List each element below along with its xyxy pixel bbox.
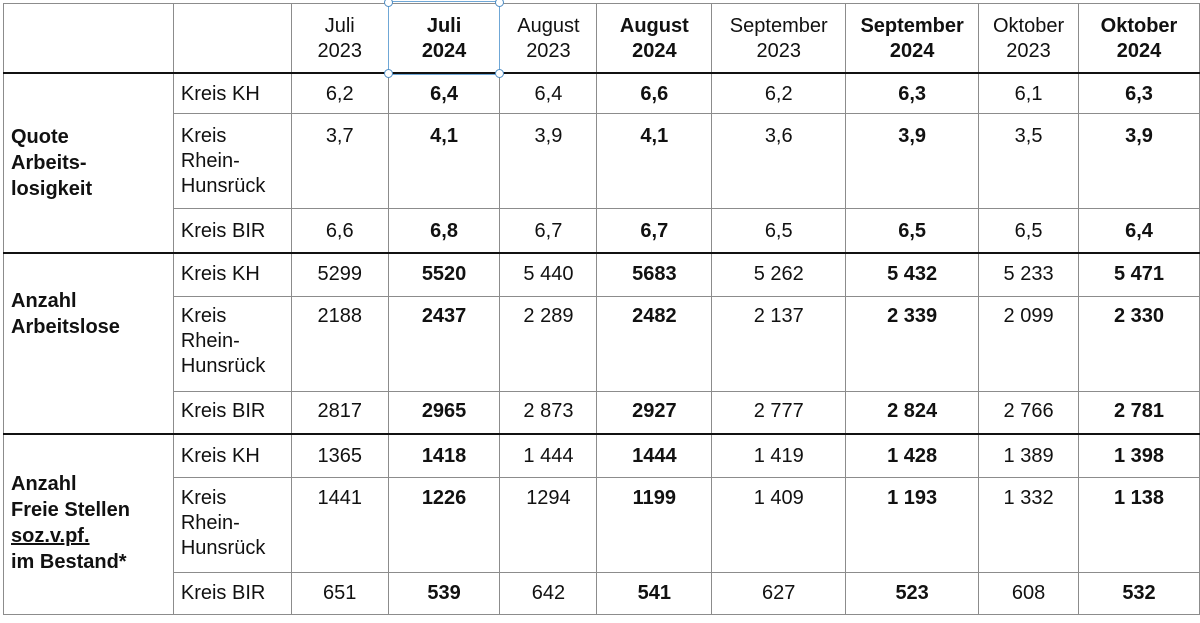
data-cell[interactable]: 2 289	[500, 297, 597, 392]
data-cell[interactable]: 1418	[388, 434, 500, 478]
row-label[interactable]: Kreis BIR	[173, 573, 291, 615]
data-cell[interactable]: 5 233	[979, 253, 1079, 297]
data-cell[interactable]: 6,1	[979, 73, 1079, 114]
row-label[interactable]: Kreis KH	[173, 253, 291, 297]
row-label[interactable]: Kreis Rhein- Hunsrück	[173, 478, 291, 573]
header-row	[4, 4, 1200, 73]
statistics-table	[3, 3, 1200, 615]
data-cell[interactable]: 3,5	[979, 114, 1079, 209]
data-cell[interactable]: 4,1	[388, 114, 500, 209]
data-cell[interactable]: 6,4	[1079, 209, 1200, 253]
data-cell[interactable]: 1 138	[1079, 478, 1200, 573]
table-row	[4, 573, 1200, 615]
data-cell[interactable]: 1294	[500, 478, 597, 573]
data-cell[interactable]: 2482	[597, 297, 712, 392]
data-cell[interactable]: 3,9	[1079, 114, 1200, 209]
table-row	[4, 209, 1200, 253]
data-cell[interactable]: 5299	[291, 253, 388, 297]
data-cell[interactable]: 1 332	[979, 478, 1079, 573]
row-label[interactable]: Kreis Rhein- Hunsrück	[173, 297, 291, 392]
header-cell[interactable]: Oktober 2023	[979, 4, 1079, 73]
data-cell[interactable]: 1 419	[712, 434, 846, 478]
header-cell[interactable]: August 2024	[597, 4, 712, 73]
data-cell[interactable]: 642	[500, 573, 597, 615]
data-cell[interactable]: 6,5	[712, 209, 846, 253]
data-cell[interactable]: 1199	[597, 478, 712, 573]
header-cell[interactable]: Juli 2023	[291, 4, 388, 73]
corner-cell	[4, 4, 174, 73]
data-cell[interactable]: 2188	[291, 297, 388, 392]
data-cell[interactable]: 5 440	[500, 253, 597, 297]
header-cell-selected[interactable]: Juli 2024	[388, 4, 500, 73]
data-cell[interactable]: 1365	[291, 434, 388, 478]
data-cell[interactable]: 1 444	[500, 434, 597, 478]
data-cell[interactable]: 6,3	[846, 73, 979, 114]
table-row	[4, 392, 1200, 434]
data-cell[interactable]: 2 330	[1079, 297, 1200, 392]
corner-cell-2	[173, 4, 291, 73]
data-cell[interactable]: 3,9	[846, 114, 979, 209]
table-container	[3, 3, 1200, 615]
data-cell[interactable]: 6,4	[500, 73, 597, 114]
data-cell[interactable]: 6,2	[712, 73, 846, 114]
table-row	[4, 253, 1200, 297]
data-cell[interactable]: 6,6	[597, 73, 712, 114]
data-cell[interactable]: 5 262	[712, 253, 846, 297]
row-label[interactable]: Kreis Rhein- Hunsrück	[173, 114, 291, 209]
data-cell[interactable]: 627	[712, 573, 846, 615]
row-label[interactable]: Kreis BIR	[173, 392, 291, 434]
data-cell[interactable]: 5683	[597, 253, 712, 297]
data-cell[interactable]: 1 398	[1079, 434, 1200, 478]
data-cell[interactable]: 2 777	[712, 392, 846, 434]
data-cell[interactable]: 1444	[597, 434, 712, 478]
data-cell[interactable]: 608	[979, 573, 1079, 615]
data-cell[interactable]: 651	[291, 573, 388, 615]
data-cell[interactable]: 5 432	[846, 253, 979, 297]
data-cell[interactable]: 6,7	[500, 209, 597, 253]
data-cell[interactable]: 2 339	[846, 297, 979, 392]
table-row	[4, 434, 1200, 478]
data-cell[interactable]: 6,8	[388, 209, 500, 253]
header-cell[interactable]: September 2024	[846, 4, 979, 73]
data-cell[interactable]: 1 389	[979, 434, 1079, 478]
row-label[interactable]: Kreis KH	[173, 434, 291, 478]
data-cell[interactable]: 6,4	[388, 73, 500, 114]
group-label-arbeitslose[interactable]: Anzahl Arbeitslose	[4, 253, 174, 434]
data-cell[interactable]: 1 193	[846, 478, 979, 573]
data-cell[interactable]: 6,7	[597, 209, 712, 253]
data-cell[interactable]: 2 873	[500, 392, 597, 434]
table-row	[4, 114, 1200, 209]
data-cell[interactable]: 2 137	[712, 297, 846, 392]
row-label[interactable]: Kreis BIR	[173, 209, 291, 253]
data-cell[interactable]: 541	[597, 573, 712, 615]
resize-handle[interactable]	[384, 69, 393, 78]
table-row	[4, 297, 1200, 392]
data-cell[interactable]: 1 428	[846, 434, 979, 478]
data-cell[interactable]: 1226	[388, 478, 500, 573]
data-cell[interactable]: 5 471	[1079, 253, 1200, 297]
table-row	[4, 73, 1200, 114]
data-cell[interactable]: 2 824	[846, 392, 979, 434]
data-cell[interactable]: 6,5	[979, 209, 1079, 253]
data-cell[interactable]: 2817	[291, 392, 388, 434]
row-label[interactable]: Kreis KH	[173, 73, 291, 114]
data-cell[interactable]: 1441	[291, 478, 388, 573]
group-label-quote[interactable]: Quote Arbeits- losigkeit	[4, 73, 174, 253]
data-cell[interactable]: 539	[388, 573, 500, 615]
data-cell[interactable]: 3,6	[712, 114, 846, 209]
data-cell[interactable]: 3,7	[291, 114, 388, 209]
header-cell[interactable]: September 2023	[712, 4, 846, 73]
group-label-freie-stellen[interactable]: Anzahl Freie Stellen soz.v.pf. im Bestand*	[4, 434, 174, 615]
header-cell[interactable]: Oktober 2024	[1079, 4, 1200, 73]
data-cell[interactable]: 6,5	[846, 209, 979, 253]
data-cell[interactable]: 523	[846, 573, 979, 615]
header-cell[interactable]: August 2023	[500, 4, 597, 73]
data-cell[interactable]: 3,9	[500, 114, 597, 209]
resize-handle[interactable]	[495, 69, 504, 78]
data-cell[interactable]: 2437	[388, 297, 500, 392]
data-cell[interactable]: 2965	[388, 392, 500, 434]
data-cell[interactable]: 532	[1079, 573, 1200, 615]
data-cell[interactable]: 2 781	[1079, 392, 1200, 434]
data-cell[interactable]: 6,2	[291, 73, 388, 114]
data-cell[interactable]: 4,1	[597, 114, 712, 209]
data-cell[interactable]: 5520	[388, 253, 500, 297]
data-cell[interactable]: 2 099	[979, 297, 1079, 392]
data-cell[interactable]: 6,3	[1079, 73, 1200, 114]
resize-handle[interactable]	[384, 0, 393, 7]
data-cell[interactable]: 6,6	[291, 209, 388, 253]
data-cell[interactable]: 2927	[597, 392, 712, 434]
data-cell[interactable]: 1 409	[712, 478, 846, 573]
table-row	[4, 478, 1200, 573]
data-cell[interactable]: 2 766	[979, 392, 1079, 434]
